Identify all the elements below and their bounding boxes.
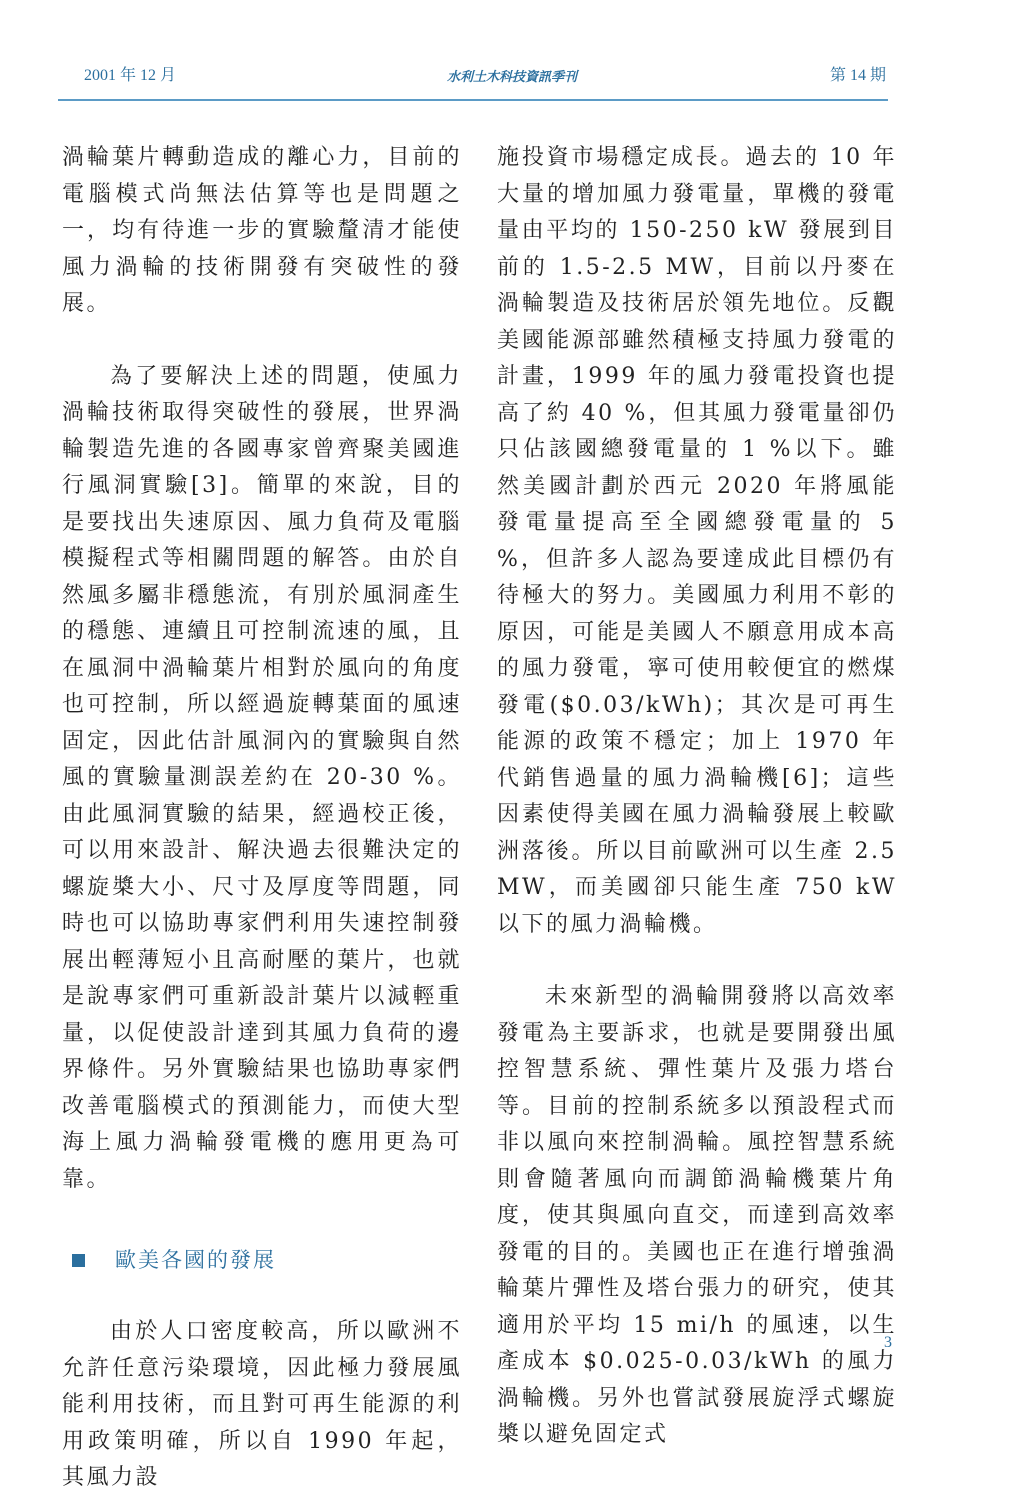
paragraph-spacer [497,943,897,979]
square-bullet-icon [72,1254,85,1267]
left-paragraph-2: 為了要解決上述的問題，使風力渦輪技術取得突破性的發展，世界渦輪製造先進的各國專家曾齊聚美國進行風洞實驗[3]。簡單的來說，目的是要找出失速原因、風力負荷及電腦模擬程式等相關問題的解答。由於自然風多屬非穩態流，有別於風洞產生的穩態、連續且可控制流速的風，且在風洞中渦輪葉片相對於風向的角度也可控制，所以經過旋轉葉面的風速固定，因此估計風洞內的實驗與自然風的實驗量測誤差約在 20-30 %。由此風洞實驗的結果，經過校正後，可以用來設計、解決過去很難決定的螺旋槳大小、尺寸及厚度等問題，同時也可以協助專家們利用失速控制發展出輕薄短小且高耐壓的葉片，也就是說專家們可重新設計葉片以減輕重量，以促使設計達到其風力負荷的邊界條件。另外實驗結果也協助專家們改善電腦模式的預測能力，而使大型海上風力渦輪發電機的應用更為可靠。 [62,363,462,1192]
left-paragraph-1: 渦輪葉片轉動造成的離心力，目前的電腦模式尚無法估算等也是問題之一，均有待進一步的實驗釐清才能使風力渦輪的技術開發有突破性的發展。 [62,145,462,316]
left-paragraph-3: 由於人口密度較高，所以歐洲不允許任意污染環境，因此極力發展風能利用技術，而且對可再生能源的利用政策明確，所以自 1990 年起，其風力設 [62,1319,462,1490]
section-title: 歐美各國的發展 [115,1248,276,1272]
paragraph-spacer [62,1198,462,1238]
paragraph-spacer [62,1284,462,1314]
section-heading [62,1238,462,1284]
header-journal-title: 水利土木科技資訊季刊 [446,69,577,84]
right-paragraph-2: 未來新型的渦輪開發將以高效率發電為主要訴求，也就是要開發出風控智慧系統、彈性葉片及張力塔台等。目前的控制系統多以預設程式而非以風向來控制渦輪。風控智慧系統則會隨著風向而調節渦輪機葉片角度，使其與風向直交，而達到高效率發電的目的。美國也正在進行增強渦輪葉片彈性及塔台張力的研究，使其適用於平均 15 mi/h 的風速，以生產成本 $0.025-0.03/kWh 的風力渦輪機。另外也嘗試發展旋浮式螺旋槳以避免固定式 [497,984,897,1447]
paragraph-spacer [62,323,462,359]
header-date: 2001 年 12 月 [84,67,177,84]
left-column [62,140,462,1497]
page-number: 3 [884,1334,892,1351]
header-rule [58,99,888,101]
header-issue: 第 14 期 [829,67,886,84]
right-column [497,140,897,1454]
right-paragraph-1: 施投資市場穩定成長。過去的 10 年大量的增加風力發電量，單機的發電量由平均的 150-250 kW 發展到目前的 1.5-2.5 MW，目前以丹麥在渦輪製造及技術居於領先地位。反觀美國能源部雖然積極支持風力發電的計畫，1999 年的風力發電投資也提高了約 40 %，但其風力發電量卻仍只佔該國總發電量的 1 %以下。雖然美國計劃於西元 2020 年將風能發電量提高至全國總發電量的 5 %，但許多人認為要達成此目標仍有待極大的努力。美國風力利用不彰的原因，可能是美國人不願意用成本高的風力發電，寧可使用較便宜的燃煤發電($0.03/kWh)；其次是可再生能源的政策不穩定；加上 1970 年代銷售過量的風力渦輪機[6]；這些因素使得美國在風力渦輪發展上較歐洲落後。所以目前歐洲可以生產 2.5 MW，而美國卻只能生產 750 kW 以下的風力渦輪機。 [497,145,897,937]
